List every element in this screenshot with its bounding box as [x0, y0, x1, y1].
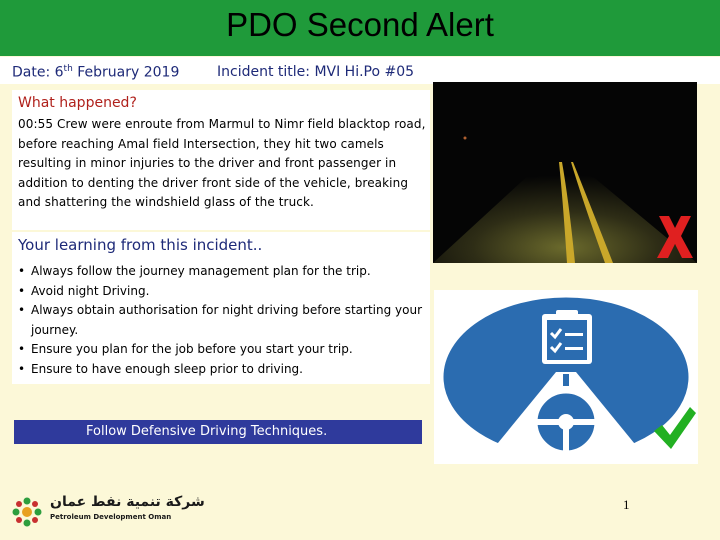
incident-title: Incident title: MVI Hi.Po #05	[217, 64, 415, 80]
learning-item: • Always follow the journey management plan for the trip.	[18, 262, 428, 282]
learning-list	[18, 262, 428, 379]
learning-heading: Your learning from this incident..	[18, 236, 263, 254]
incident-date: Date: 6th February 2019	[12, 64, 180, 81]
learning-item: • Always obtain authorisation for night driving before starting your journey.	[18, 301, 428, 340]
green-check-icon	[652, 405, 698, 451]
logo-english-text: Petroleum Development Oman	[50, 513, 172, 521]
learning-item: • Avoid night Driving.	[18, 282, 428, 302]
learning-item: • Ensure you plan for the job before you start your trip.	[18, 340, 428, 360]
pdo-logo-icon	[12, 497, 42, 527]
logo-arabic-text: شركة تنمية نفط عمان	[50, 494, 205, 510]
learning-item: • Ensure to have enough sleep prior to driving.	[18, 360, 428, 380]
what-happened-text: 00:55 Crew were enroute from Marmul to Nimr field blacktop road, before reaching Amal field Intersection, they hit two camels resulting in minor injuries to the driver and front passenger in addition to denting the driver front side of the vehicle, breaking and shattering the windshield glass of the truck.	[18, 117, 426, 209]
follow-banner-text: Follow Defensive Driving Techniques.	[86, 424, 328, 439]
page-title: PDO Second Alert	[226, 6, 494, 43]
red-x-icon	[653, 212, 697, 262]
what-happened-heading: What happened?	[18, 95, 137, 111]
page-number: 1	[623, 497, 630, 512]
